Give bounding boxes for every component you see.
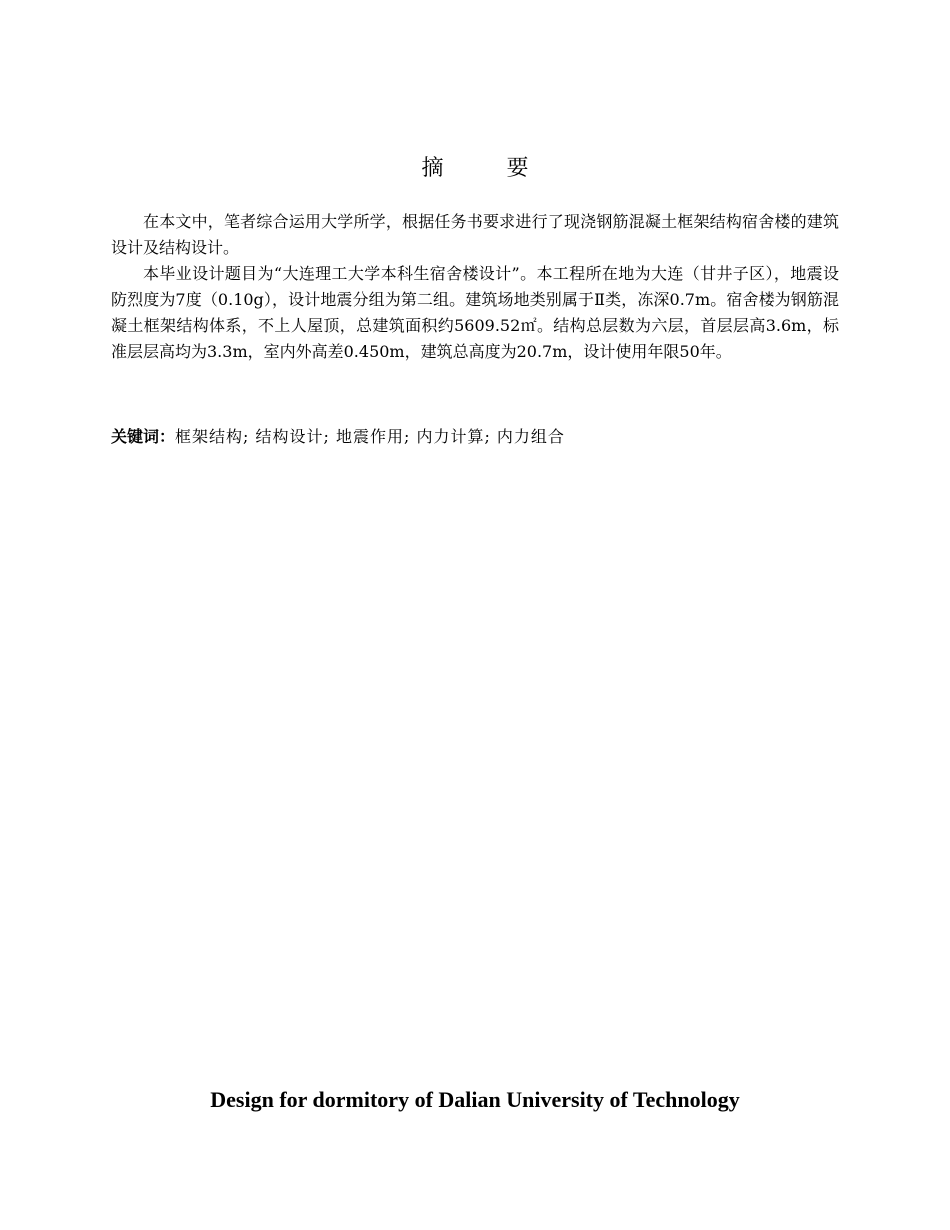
abstract-body [111, 209, 839, 365]
abstract-paragraph-2: 本毕业设计题目为“大连理工大学本科生宿舍楼设计”。本工程所在地为大连（甘井子区），地震设防烈度为7度（0.10g），设计地震分组为第二组。建筑场地类别属于Ⅱ类，冻深0.7m。宿舍楼为钢筋混凝土框架结构体系，不上人屋顶，总建筑面积约5609.52㎡。结构总层数为六层，首层层高3.6m，标准层层高均为3.3m，室内外高差0.450m，建筑总高度为20.7m，设计使用年限50年。 [111, 264, 839, 361]
keywords-line [111, 424, 839, 450]
english-title: Design for dormitory of Dalian University of Technology [210, 1087, 740, 1112]
keywords-list: 框架结构; 结构设计; 地震作用; 内力计算; 内力组合 [175, 427, 565, 446]
abstract-title: 摘 要 [421, 156, 557, 181]
abstract-paragraph-1: 在本文中，笔者综合运用大学所学，根据任务书要求进行了现浇钢筋混凝土框架结构宿舍楼的建筑设计及结构设计。 [111, 212, 839, 257]
keywords-label: 关键词： [111, 427, 176, 446]
